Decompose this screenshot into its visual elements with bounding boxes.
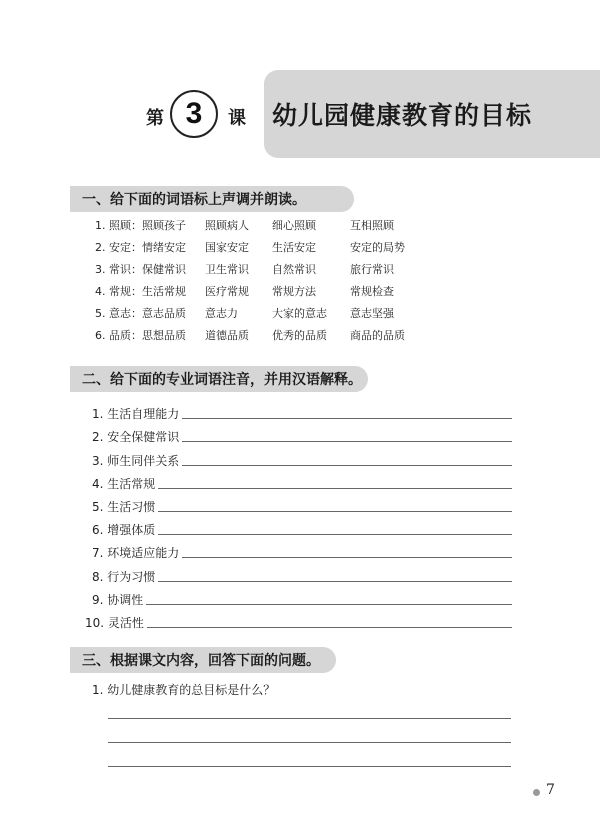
- answer-line[interactable]: [182, 464, 512, 466]
- vocab-cell: 国家安定: [205, 241, 249, 254]
- answer-line[interactable]: [158, 580, 512, 582]
- term-label: 9. 协调性: [92, 592, 144, 607]
- answer-line[interactable]: [158, 510, 512, 512]
- vocab-cell: 商品的品质: [350, 329, 405, 342]
- lesson-prefix: 第: [146, 108, 164, 129]
- vocab-cell: 医疗常规: [205, 285, 249, 298]
- term-row: [92, 537, 512, 560]
- answer-line[interactable]: [158, 533, 512, 535]
- vocab-row: [95, 258, 430, 280]
- answer-line[interactable]: [182, 417, 512, 419]
- term-row: [92, 421, 512, 444]
- vocab-cell: 大家的意志: [272, 307, 327, 320]
- vocab-cell: 1. 照顾：照顾孩子: [95, 219, 186, 232]
- page-number: 7: [546, 782, 555, 798]
- vocab-cell: 互相照顾: [350, 219, 394, 232]
- vocab-cell: 细心照顾: [272, 219, 316, 232]
- vocab-cell: 5. 意志：意志品质: [95, 307, 186, 320]
- answer-line[interactable]: [146, 603, 512, 605]
- term-row: [92, 584, 512, 607]
- lesson-title: 幼儿园健康教育的目标: [272, 101, 533, 130]
- term-row: [85, 607, 512, 630]
- vocab-cell: 4. 常规：生活常规: [95, 285, 186, 298]
- term-row: [92, 491, 512, 514]
- answer-line[interactable]: [182, 440, 512, 442]
- vocab-row: [95, 280, 430, 302]
- term-row: [92, 560, 512, 583]
- vocab-row: [95, 236, 430, 258]
- term-label: 7. 环境适应能力: [92, 546, 180, 561]
- vocab-cell: 安定的局势: [350, 241, 405, 254]
- vocab-cell: 生活安定: [272, 241, 316, 254]
- lesson-number-badge: 3: [170, 90, 218, 138]
- vocab-cell: 常规方法: [272, 285, 316, 298]
- vocab-cell: 旅行常识: [350, 263, 394, 276]
- vocab-cell: 意志坚强: [350, 307, 394, 320]
- vocab-cell: 自然常识: [272, 263, 316, 276]
- question-text: 1. 幼儿健康教育的总目标是什么？: [92, 683, 276, 697]
- term-list: [85, 398, 512, 630]
- answer-line[interactable]: [158, 487, 512, 489]
- vocab-row: [95, 214, 430, 236]
- term-label: 1. 生活自理能力: [92, 407, 180, 422]
- answer-line[interactable]: [108, 742, 511, 743]
- answer-line[interactable]: [108, 718, 511, 719]
- vocab-cell: 优秀的品质: [272, 329, 327, 342]
- term-label: 5. 生活习惯: [92, 499, 156, 514]
- page-dot-icon: [533, 789, 540, 796]
- vocab-cell: 6. 品质：思想品质: [95, 329, 186, 342]
- answer-line[interactable]: [182, 556, 512, 558]
- term-label: 10. 灵活性: [85, 615, 144, 630]
- vocab-cell: 卫生常识: [205, 263, 249, 276]
- term-label: 4. 生活常规: [92, 476, 156, 491]
- vocab-cell: 意志力: [205, 307, 238, 320]
- answer-line[interactable]: [108, 766, 511, 767]
- term-row: [92, 398, 512, 421]
- vocab-cell: 常规检查: [350, 285, 394, 298]
- term-row: [92, 468, 512, 491]
- section-2-heading: 二、给下面的专业词语注音，并用汉语解释。: [70, 366, 368, 392]
- vocab-row: [95, 302, 430, 324]
- section-3-heading: 三、根据课文内容，回答下面的问题。: [70, 647, 336, 673]
- vocab-cell: 照顾病人: [205, 219, 249, 232]
- term-label: 6. 增强体质: [92, 523, 156, 538]
- vocab-row: [95, 324, 430, 346]
- term-label: 8. 行为习惯: [92, 569, 156, 584]
- term-row: [92, 444, 512, 467]
- vocab-cell: 3. 常识：保健常识: [95, 263, 186, 276]
- vocab-cell: 道德品质: [205, 329, 249, 342]
- term-label: 2. 安全保健常识: [92, 430, 180, 445]
- lesson-suffix: 课: [228, 108, 246, 129]
- vocab-cell: 2. 安定：情绪安定: [95, 241, 186, 254]
- answer-line[interactable]: [147, 626, 512, 628]
- section-1-heading: 一、给下面的词语标上声调并朗读。: [70, 186, 354, 212]
- vocab-list: [95, 214, 430, 346]
- term-label: 3. 师生同伴关系: [92, 453, 180, 468]
- term-row: [92, 514, 512, 537]
